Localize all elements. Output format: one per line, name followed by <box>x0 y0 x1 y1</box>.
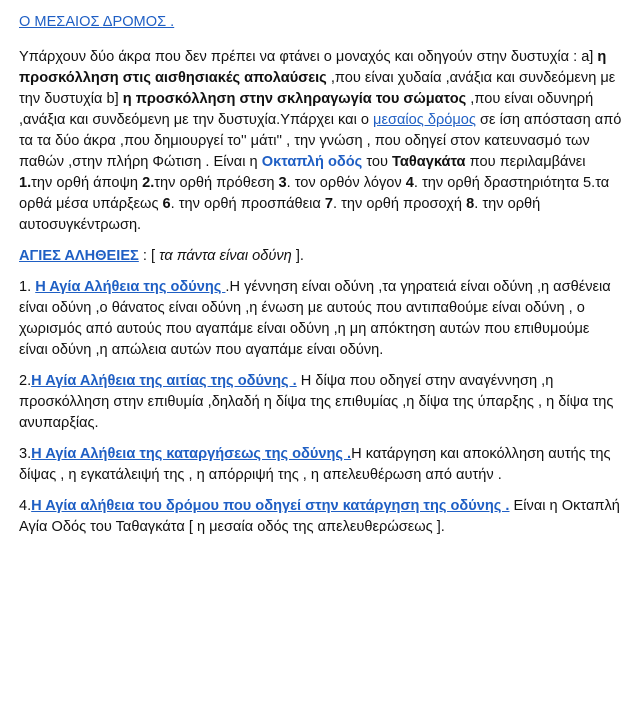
step-text-7: . την ορθή προσοχή <box>333 196 467 212</box>
step-number-8: 8 <box>466 196 475 212</box>
truths-heading-colon: : [ <box>138 248 160 264</box>
intro-paragraph <box>19 47 622 236</box>
intro-bold-1: η προσκόλληση στις αισθησιακές απολαύσεις <box>19 49 607 86</box>
title-text: Ο ΜΕΣΑΙΟΣ ΔΡΟΜΟΣ . <box>19 14 175 30</box>
truth-item <box>19 277 622 361</box>
middle-way-link[interactable]: μεσαίος δρόμος <box>373 112 476 128</box>
intro-text-2: ,που είναι χυδαία ,ανάξια και συνδεόμενη με την δυστυχία b] <box>19 70 616 107</box>
truth-link-suffering[interactable]: Η Αγία Αλήθεια της οδύνης <box>35 279 226 295</box>
step-text-6: . την ορθή προσπάθεια <box>170 196 325 212</box>
truth-text: Η κατάργηση και αποκόλληση αυτής της δίψας , η εγκατάλειψή της , η απόρριψή της , η απελευθέρωση από αυτήν . <box>19 446 611 483</box>
truth-text: Η δίψα που οδηγεί στην αναγέννηση ,η προσκόλληση στην επιθυμία ,δηλαδή η δίψα της επιθυμίας ,η δίψα της ύπαρξης , η δίψα της ανυπαρξίας. <box>19 373 614 431</box>
truth-text: .Η γέννηση είναι οδύνη ,τα γηρατειά είναι οδύνη ,η ασθένεια είναι οδύνη ,ο θάνατος είναι οδύνη ,η ένωση με αυτούς που αντιπαθούμε είναι οδύνη , ο χωρισμός από αυτούς που αγαπάμε είναι οδύνη ,η μη απόκτηση αυτών που επιθυμούμε είναι οδύνη ,η απώλεια αυτών που αγαπάμε είναι οδύνη. <box>19 279 611 358</box>
truth-item <box>19 444 622 486</box>
truth-number: 3. <box>19 446 32 462</box>
truths-heading-text: ΑΓΙΕΣ ΑΛΗΘΕΙΕΣ <box>19 248 139 264</box>
step-number-3: 3 <box>278 175 287 191</box>
intro-text-4: σε ίση απόσταση από τα τα δύο άκρα ,που δημιουργεί το'' μάτι'' , την γνώση , που οδηγεί στον κατευνασμό των παθών ,στην πλήρη Φώτιση . Είναι η <box>19 112 622 170</box>
step-text-4: . την ορθή δραστηριότητα 5.τα ορθά μέσα υπάρξεως <box>19 175 610 212</box>
step-text-3: . τον ορθόν λόγον <box>286 175 406 191</box>
truth-link-path[interactable]: Η Αγία αλήθεια του δρόμου που οδηγεί στην κατάργηση της οδύνης . <box>31 498 510 514</box>
step-text-8: . την ορθή αυτοσυγκέντρωση. <box>19 196 541 233</box>
truth-item <box>19 496 622 538</box>
step-number-6: 6 <box>162 196 171 212</box>
step-text-1: την ορθή άποψη <box>31 175 143 191</box>
intro-bold-2: η προσκόλληση στην σκληραγωγία του σώματος <box>122 91 467 107</box>
truth-number: 4. <box>19 498 32 514</box>
intro-text-3: ,που είναι οδυνηρή ,ανάξια και συνδεόμενη με την δυστυχία.Υπάρχει και ο <box>19 91 594 128</box>
intro-text-6: που περιλαμβάνει <box>465 154 586 170</box>
intro-text-5: του <box>362 154 393 170</box>
intro-text-1: Υπάρχουν δύο άκρα που δεν πρέπει να φτάνει ο μοναχός και οδηγούν στην δυστυχία : a] <box>19 49 598 65</box>
step-text-2: την ορθή πρόθεση <box>154 175 279 191</box>
truths-heading-italic: τα πάντα είναι οδύνη <box>159 248 292 264</box>
truth-item <box>19 371 622 434</box>
tathagata-term: Ταθαγκάτα <box>392 154 466 170</box>
step-number-4: 4 <box>405 175 414 191</box>
step-number-1: 1. <box>19 175 32 191</box>
eightfold-path-term: Οκταπλή οδός <box>261 154 363 170</box>
document-title <box>19 12 622 33</box>
truth-text: Είναι η Οκταπλή Αγία Οδός του Ταθαγκάτα [ η μεσαία οδός της απελευθερώσεως ]. <box>19 498 620 535</box>
truth-number: 1. <box>19 279 36 295</box>
step-number-7: 7 <box>324 196 333 212</box>
truth-number: 2. <box>19 373 32 389</box>
truths-heading <box>19 246 622 267</box>
truth-link-cessation[interactable]: Η Αγία Αλήθεια της καταργήσεως της οδύνης . <box>31 446 352 462</box>
step-number-2: 2. <box>142 175 155 191</box>
truth-link-cause[interactable]: Η Αγία Αλήθεια της αιτίας της οδύνης . <box>31 373 297 389</box>
truths-heading-end: ]. <box>291 248 304 264</box>
